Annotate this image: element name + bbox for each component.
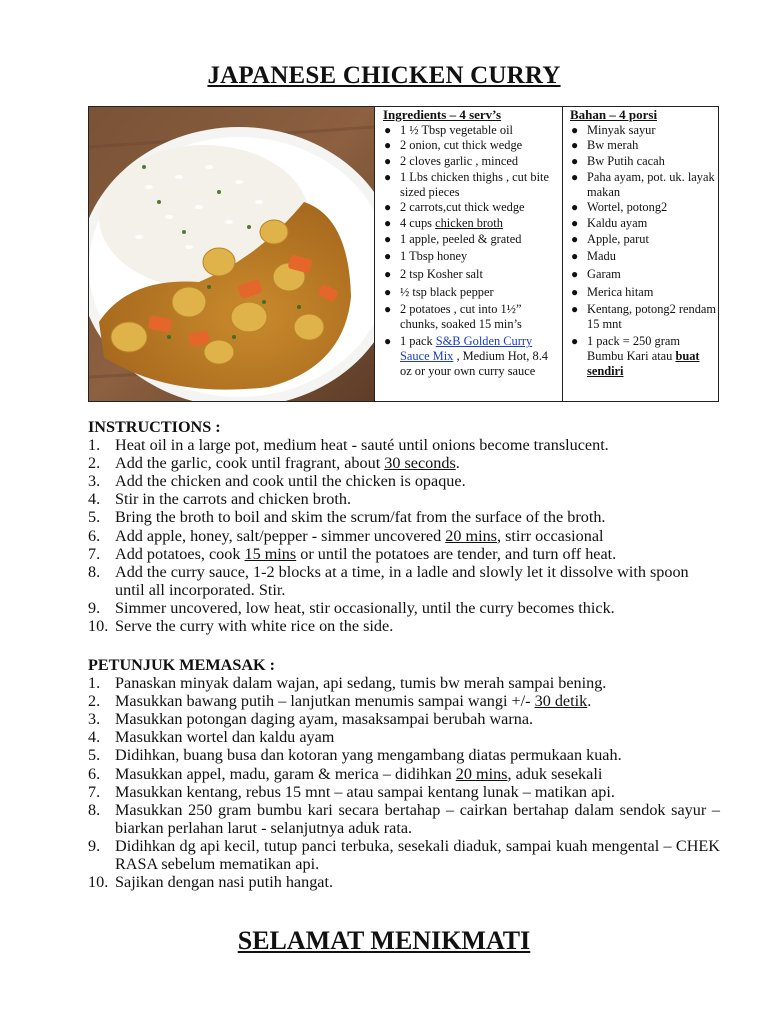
ingredient-item: ● 2 potatoes , cut into 1½” chunks, soaked 15 min’s bbox=[384, 302, 522, 331]
instruction-step: 8. Add the curry sauce, 1-2 blocks at a time, in a ladle and slowly let it dissolve with spoon until all incorporated. Stir. bbox=[88, 562, 689, 599]
bullet-icon: ● bbox=[384, 231, 392, 246]
instructions-section bbox=[88, 418, 720, 635]
petunjuk-step: 3. Masukkan potongan daging ayam, masaksampai berubah warna. bbox=[88, 710, 534, 729]
bahan-list bbox=[570, 123, 719, 379]
ingredient-item: ● 4 cups chicken broth bbox=[384, 216, 503, 231]
bullet-icon: ● bbox=[384, 169, 392, 184]
bullet-icon: ● bbox=[384, 216, 392, 231]
bahan-item: ● Kentang, potong2 rendam 15 mnt bbox=[571, 302, 717, 331]
ingredient-item: ● 1 apple, peeled & grated bbox=[384, 231, 522, 246]
bullet-icon: ● bbox=[571, 138, 579, 153]
instruction-step: 1. Heat oil in a large pot, medium heat - sauté until onions become translucent. bbox=[88, 436, 609, 455]
bullet-icon: ● bbox=[384, 302, 392, 317]
petunjuk-step: 1. Panaskan minyak dalam wajan, api sedang, tumis bw merah sampai bening. bbox=[88, 674, 607, 693]
ingredients-list bbox=[383, 123, 562, 379]
petunjuk-list bbox=[88, 674, 720, 891]
ingredient-item: ● 1 ½ Tbsp vegetable oil bbox=[384, 122, 513, 137]
ingredients-table bbox=[88, 106, 719, 402]
ingredient-item: ● 2 onion, cut thick wedge bbox=[384, 138, 523, 153]
petunjuk-step: 9. Didihkan dg api kecil, tutup panci terbuka, sesekali diaduk, sampai kuah mengental – CHEK RASA sebelum mematikan api. bbox=[88, 836, 720, 874]
bahan-header: Bahan – 4 porsi bbox=[570, 107, 658, 122]
bullet-icon: ● bbox=[571, 200, 579, 215]
bahan-item: ● Kaldu ayam bbox=[571, 216, 648, 231]
bullet-icon: ● bbox=[384, 267, 392, 282]
bullet-icon: ● bbox=[571, 267, 579, 282]
bullet-icon: ● bbox=[571, 154, 579, 169]
ingredient-item: ● 1 pack S&B Golden Curry Sauce Mix , Medium Hot, 8.4 oz or your own curry sauce bbox=[384, 334, 548, 378]
page-title: JAPANESE CHICKEN CURRY bbox=[207, 62, 561, 89]
bullet-icon: ● bbox=[571, 284, 579, 299]
buat-sendiri-text: buat sendiri bbox=[587, 349, 700, 378]
bullet-icon: ● bbox=[571, 231, 579, 246]
instruction-step: 7. Add potatoes, cook 15 mins or until the potatoes are tender, and turn off heat. bbox=[88, 544, 617, 563]
petunjuk-step: 4. Masukkan wortel dan kaldu ayam bbox=[88, 728, 335, 747]
instruction-step: 4. Stir in the carrots and chicken broth. bbox=[88, 490, 351, 509]
closing-title: SELAMAT MENIKMATI bbox=[237, 926, 531, 955]
bullet-icon: ● bbox=[384, 122, 392, 137]
bahan-item: ● Minyak sayur bbox=[571, 122, 656, 137]
bullet-icon: ● bbox=[384, 154, 392, 169]
instruction-step: 2. Add the garlic, cook until fragrant, about 30 seconds. bbox=[88, 454, 460, 473]
ingredient-item: ● 2 cloves garlic , minced bbox=[384, 154, 519, 169]
petunjuk-step: 8. Masukkan 250 gram bumbu kari secara bertahap – cairkan bertahap dalam sendok sayur – biarkan perlahan larut - selanjutnya aduk rata. bbox=[88, 800, 720, 837]
instruction-step: 6. Add apple, honey, salt/pepper - simmer uncovered 20 mins, stirr occasional bbox=[88, 526, 604, 545]
ingredient-item: ● 2 carrots,cut thick wedge bbox=[384, 200, 525, 215]
instructions-header: INSTRUCTIONS : bbox=[88, 418, 221, 436]
instruction-step: 3. Add the chicken and cook until the chicken is opaque. bbox=[88, 472, 466, 491]
instruction-step: 10. Serve the curry with white rice on the side. bbox=[88, 617, 394, 636]
bahan-item: ● Apple, parut bbox=[571, 231, 649, 246]
instructions-list bbox=[88, 436, 720, 635]
bahan-item: ● Merica hitam bbox=[571, 284, 654, 299]
bullet-icon: ● bbox=[384, 284, 392, 299]
petunjuk-step: 2. Masukkan bawang putih – lanjutkan menumis sampai wangi +/- 30 detik. bbox=[88, 692, 592, 711]
ingredients-english-column bbox=[375, 107, 563, 401]
bullet-icon: ● bbox=[571, 249, 579, 264]
bullet-icon: ● bbox=[571, 216, 579, 231]
instruction-step: 9. Simmer uncovered, low heat, stir occasionally, until the curry becomes thick. bbox=[88, 598, 615, 617]
ingredients-header: Ingredients – 4 serv’s bbox=[383, 107, 502, 122]
bullet-icon: ● bbox=[571, 122, 579, 137]
bullet-icon: ● bbox=[384, 200, 392, 215]
bullet-icon: ● bbox=[384, 249, 392, 264]
bahan-item: ● Paha ayam, pot. uk. layak makan bbox=[571, 169, 715, 199]
bahan-item: ● Garam bbox=[571, 267, 621, 282]
petunjuk-section bbox=[88, 656, 720, 891]
ingredient-item: ● 2 tsp Kosher salt bbox=[384, 267, 483, 282]
bullet-icon: ● bbox=[571, 334, 579, 349]
bahan-item: ● Bw merah bbox=[571, 138, 639, 153]
bullet-icon: ● bbox=[384, 334, 392, 349]
curry-sauce-link[interactable]: S&B Golden Curry Sauce Mix bbox=[400, 334, 533, 364]
bullet-icon: ● bbox=[384, 138, 392, 153]
petunjuk-step: 7. Masukkan kentang, rebus 15 mnt – atau sampai kentang lunak – matikan api. bbox=[88, 782, 615, 801]
petunjuk-step: 6. Masukkan appel, madu, garam & merica – didihkan 20 mins, aduk sesekali bbox=[88, 764, 603, 783]
ingredient-item: ● ½ tsp black pepper bbox=[384, 284, 494, 299]
instruction-step: 5. Bring the broth to boil and skim the scrum/fat from the surface of the broth. bbox=[88, 508, 606, 527]
bullet-icon: ● bbox=[571, 302, 579, 317]
bullet-icon: ● bbox=[571, 169, 579, 184]
petunjuk-step: 10. Sajikan dengan nasi putih hangat. bbox=[88, 873, 334, 892]
curry-image bbox=[89, 107, 374, 401]
chicken-broth-link[interactable]: chicken broth bbox=[435, 216, 503, 231]
ingredients-indonesian-column bbox=[564, 107, 719, 401]
ingredient-item: ● 1 Tbsp honey bbox=[384, 249, 468, 264]
ingredient-item: ● 1 Lbs chicken thighs , cut bite sized pieces bbox=[384, 169, 550, 199]
bahan-item: ● Madu bbox=[571, 249, 616, 264]
bahan-item: ● Wortel, potong2 bbox=[571, 200, 668, 215]
bahan-item: ● 1 pack = 250 gram Bumbu Kari atau buat sendiri bbox=[571, 334, 700, 378]
curry-photo bbox=[89, 107, 375, 401]
petunjuk-step: 5. Didihkan, buang busa dan kotoran yang mengambang diatas permukaan kuah. bbox=[88, 746, 622, 765]
bahan-item: ● Bw Putih cacah bbox=[571, 154, 665, 169]
petunjuk-header: PETUNJUK MEMASAK : bbox=[88, 656, 276, 674]
